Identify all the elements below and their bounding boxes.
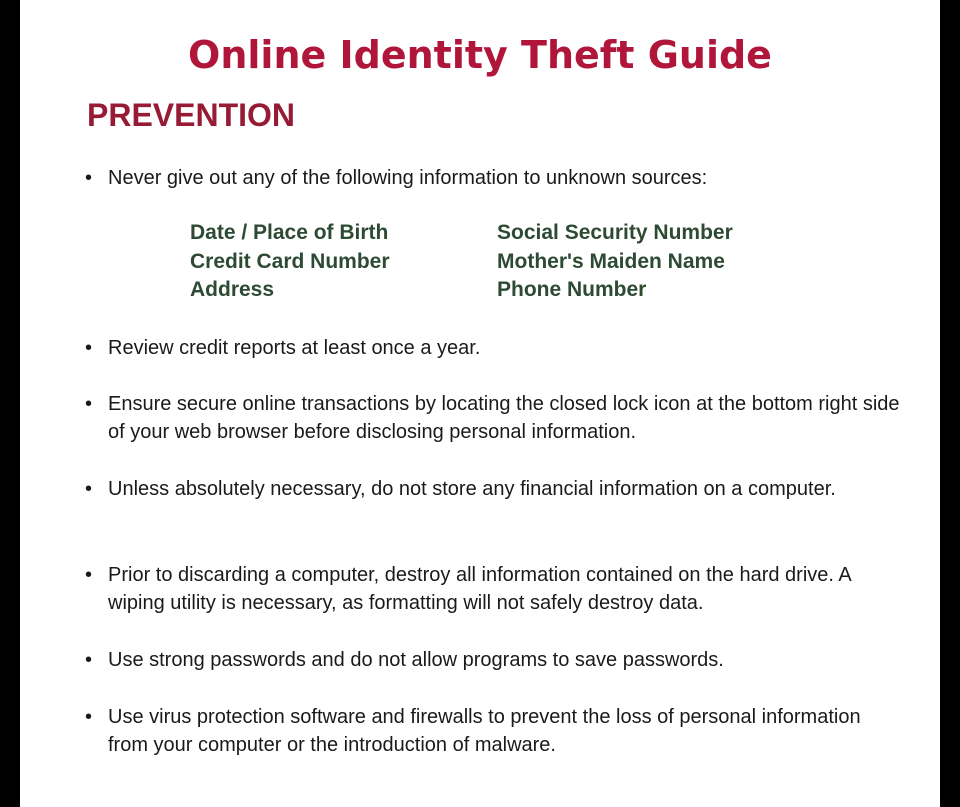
bullet-dot: • — [85, 706, 93, 728]
section-heading: PREVENTION — [87, 97, 296, 133]
sensitive-info-item: Address — [190, 278, 275, 301]
sensitive-info-item: Social Security Number — [497, 221, 733, 244]
sensitive-info-item: Mother's Maiden Name — [497, 249, 725, 273]
bullet-dot: • — [85, 564, 93, 586]
document-page — [20, 0, 940, 807]
sensitive-info-item: Date / Place of Birth — [190, 221, 389, 244]
bullet-dot: • — [85, 478, 93, 500]
bullet-text: Use virus protection software and firewalls to prevent the loss of personal information from your computer or the introduction of malware. — [108, 706, 861, 756]
bullet-dot: • — [85, 649, 93, 671]
bullet-dot: • — [85, 167, 93, 189]
bullet-item — [85, 646, 905, 674]
bullet-text: Never give out any of the following information to unknown sources: — [108, 167, 708, 189]
bullet-item — [85, 703, 905, 759]
bullet-text: Review credit reports at least once a year. — [108, 337, 481, 359]
bullet-text: Unless absolutely necessary, do not store any financial information on a computer. — [108, 478, 836, 500]
page-title: Online Identity Theft Guide — [188, 33, 772, 77]
bullet-item — [85, 561, 905, 617]
bullet-item — [85, 334, 905, 362]
bullet-text: Prior to discarding a computer, destroy all information contained on the hard drive. A wiping utility is necessary, as formatting will not safely destroy data. — [108, 564, 851, 614]
bullet-text: Ensure secure online transactions by locating the closed lock icon at the bottom right side of your web browser before disclosing personal information. — [108, 393, 900, 443]
bullet-item — [85, 164, 905, 192]
sensitive-info-item: Credit Card Number — [190, 249, 390, 273]
bullet-text: Use strong passwords and do not allow programs to save passwords. — [108, 649, 724, 671]
bullet-dot: • — [85, 337, 93, 359]
bullet-item — [85, 390, 905, 446]
sensitive-info-column-left — [190, 219, 390, 305]
sensitive-info-column-right — [497, 219, 733, 305]
sensitive-info-item: Phone Number — [497, 278, 647, 301]
bullet-item — [85, 475, 905, 503]
bullet-dot: • — [85, 393, 93, 415]
